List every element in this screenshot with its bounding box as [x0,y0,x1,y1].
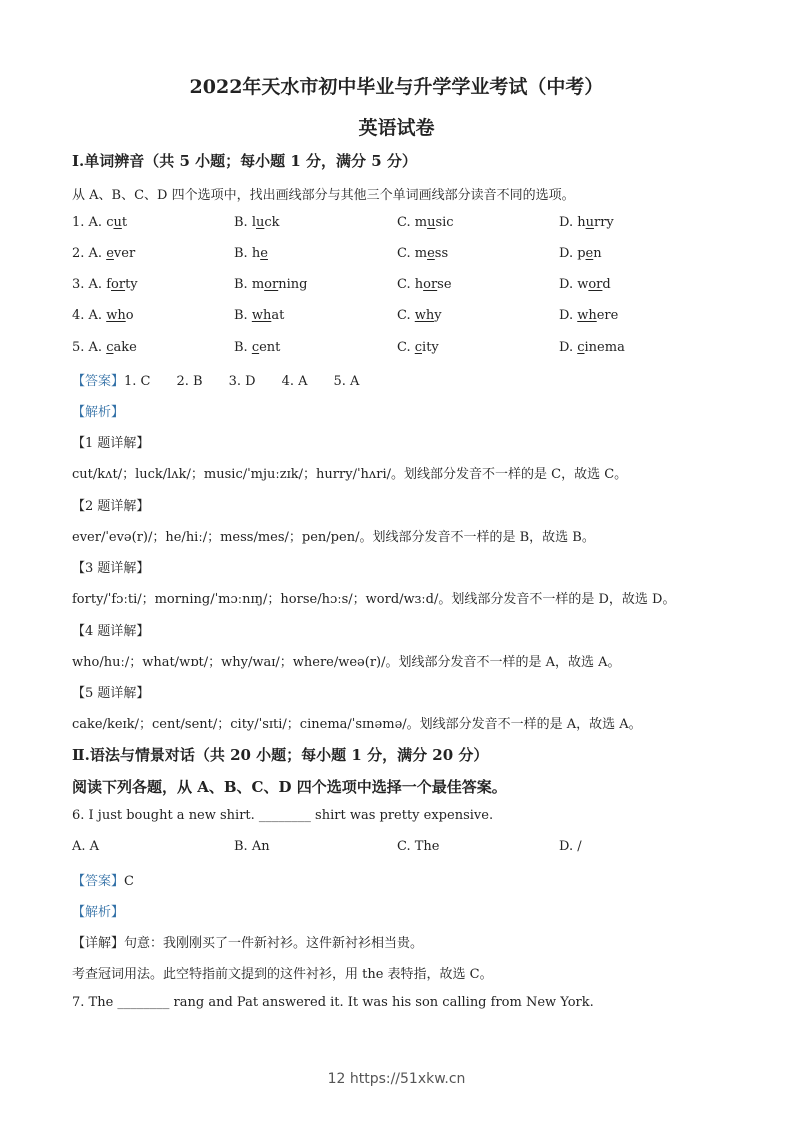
underlined-letters: u [427,215,436,230]
question-number: 1. A. [72,215,107,230]
underlined-letters: e [427,246,435,261]
q1-option-b [234,215,280,230]
word-part: D. [559,340,578,355]
q6-option-c: C. The [397,839,440,854]
q1-option-c [397,215,454,230]
word-part: B. [234,308,252,323]
question-number: 2. A. [72,246,107,261]
q6-detail-label: 【详解】 [72,936,125,951]
q6-detail-row [72,932,423,951]
q1-option-a [72,215,127,230]
word-part: ver [113,246,136,261]
word-part: ere [596,308,619,323]
q5-option-d [559,340,625,355]
word-part: rry [593,215,614,230]
q6-analysis-label: 【解析】 [72,905,125,920]
underlined-letters: or [588,277,603,292]
detail-text: ever/ˈevə(r)/；he/hiː/；mess/mes/；pen/pen/。划线部分发音不一样的是 B，故选 B。 [72,529,595,545]
word-part: sic [435,215,454,230]
word-part: C. h [397,277,424,292]
section2-instruction: 阅读下列各题，从 A、B、C、D 四个选项中选择一个最佳答案。 [72,778,507,796]
page-title: 2022年天水市初中毕业与升学学业考试（中考） [189,76,604,98]
word-part: ake [113,340,137,355]
underlined-letters: c [414,340,423,355]
underlined-letters: wh [106,308,126,323]
answer-item: 5. A [333,374,360,389]
underlined-letters: u [585,215,594,230]
word-part: C. [397,308,415,323]
word-part: C. m [397,215,428,230]
q2-option-c [397,246,448,261]
detail-label: 【3 题详解】 [72,561,150,576]
page-footer: 12 https://51xkw.cn [327,1071,466,1087]
underlined-letters: c [577,340,585,355]
question-number: 3. A. [72,277,107,292]
underlined-letters: u [113,215,122,230]
detail-label: 【1 题详解】 [72,436,150,451]
q4-option-d [559,308,618,323]
underlined-letters: or [423,277,438,292]
underlined-letters: c [106,340,114,355]
underlined-letters: or [264,277,279,292]
answer-label: 【答案】 [72,374,125,389]
underlined-letters: wh [414,308,435,323]
word-part: B. m [234,277,265,292]
underlined-letters: wh [251,308,272,323]
q3-option-a [72,277,138,292]
word-part: c [106,215,114,230]
detail-label: 【5 题详解】 [72,686,150,701]
answer-row [72,370,385,389]
detail-text: who/huː/；what/wɒt/；why/waɪ/；where/weə(r)/。划线部分发音不一样的是 A，故选 A。 [72,654,621,670]
word-part: C. m [397,246,428,261]
word-part: B. h [234,246,261,261]
word-part: o [125,308,134,323]
q6-option-a: A. A [72,839,100,854]
word-part: B. l [234,215,256,230]
q5-option-a [72,340,137,355]
detail-label: 【4 题详解】 [72,623,150,639]
q4-option-b [234,308,284,323]
detail-text: cake/keɪk/；cent/sent/；city/ˈsɪti/；cinema/ˈsɪnəmə/。划线部分发音不一样的是 A，故选 A。 [72,717,642,732]
detail-text: forty/ˈfɔːti/；morning/ˈmɔːnɪŋ/；horse/hɔːs/；word/wɜːd/。划线部分发音不一样的是 D，故选 D。 [72,592,676,607]
word-part: D. p [559,246,586,261]
word-part: y [434,308,442,323]
q6-explanation: 考查冠词用法。此空特指前文提到的这件衬衫，用 the 表特指，故选 C。 [72,967,493,982]
word-part: ss [434,246,449,261]
q3-option-d [559,277,611,292]
q4-option-c [397,308,442,323]
word-part: C. [397,340,415,355]
detail-label: 【2 题详解】 [72,498,150,514]
word-part: d [602,277,611,292]
word-part: ck [264,215,280,230]
q6-option-b: B. An [234,839,270,854]
word-part: D. [559,308,578,323]
q6-answer-row [72,870,134,889]
q6-option-d: D. / [559,839,582,854]
word-part: t [121,215,128,230]
word-part: at [271,308,285,323]
underlined-letters: e [260,246,268,261]
q2-option-d [559,246,602,261]
word-part: ning [278,277,308,292]
analysis-label: 【解析】 [72,405,125,420]
q2-option-a [72,246,135,261]
q3-option-c [397,277,452,292]
answer-item: 4. A [281,374,308,389]
q6-answer-label: 【答案】 [72,874,125,889]
underlined-letters: e [106,246,114,261]
word-part: B. [234,340,252,355]
q2-option-b [234,246,268,261]
answer-list [124,374,385,389]
q6-detail: 句意：我刚刚买了一件新衬衫。这件新衬衫相当贵。 [124,936,424,951]
section1-instruction: 从 A、B、C、D 四个选项中，找出画线部分与其他三个单词画线部分读音不同的选项。 [72,188,575,203]
q5-option-b [234,340,280,355]
word-part: D. w [559,277,589,292]
answer-item: 2. B [176,374,203,389]
q6-answer: C [124,874,134,889]
word-part: se [437,277,452,292]
question-number: 5. A. [72,340,107,355]
page-subtitle: 英语试卷 [358,117,435,139]
word-part: ity [422,340,439,355]
word-part: ent [259,340,281,355]
question-6-stem: 6. I just bought a new shirt. ________ shirt was pretty expensive. [72,808,494,823]
word-part: f [106,277,112,292]
question-7-stem: 7. The ________ rang and Pat answered it. It was his son calling from New York. [72,995,594,1010]
q5-option-c [397,340,439,355]
q4-option-a [72,308,134,323]
q1-option-d [559,215,614,230]
word-part: D. h [559,215,586,230]
answer-item: 1. C [124,374,151,389]
q3-option-b [234,277,307,292]
section1-heading: Ⅰ.单词辨音（共 5 小题；每小题 1 分，满分 5 分） [72,152,417,170]
underlined-letters: c [251,340,260,355]
underlined-letters: wh [577,308,597,323]
word-part: n [593,246,602,261]
underlined-letters: u [255,215,265,230]
word-part: ty [125,277,138,292]
section2-heading: Ⅱ.语法与情景对话（共 20 小题；每小题 1 分，满分 20 分） [72,746,489,764]
detail-text: cut/kʌt/；luck/lʌk/；music/ˈmjuːzɪk/；hurry/ˈhʌri/。划线部分发音不一样的是 C，故选 C。 [72,467,628,482]
answer-item: 3. D [228,374,256,389]
word-part: inema [584,340,625,355]
question-number: 4. A. [72,308,107,323]
underlined-letters: e [585,246,594,261]
underlined-letters: or [111,277,126,292]
